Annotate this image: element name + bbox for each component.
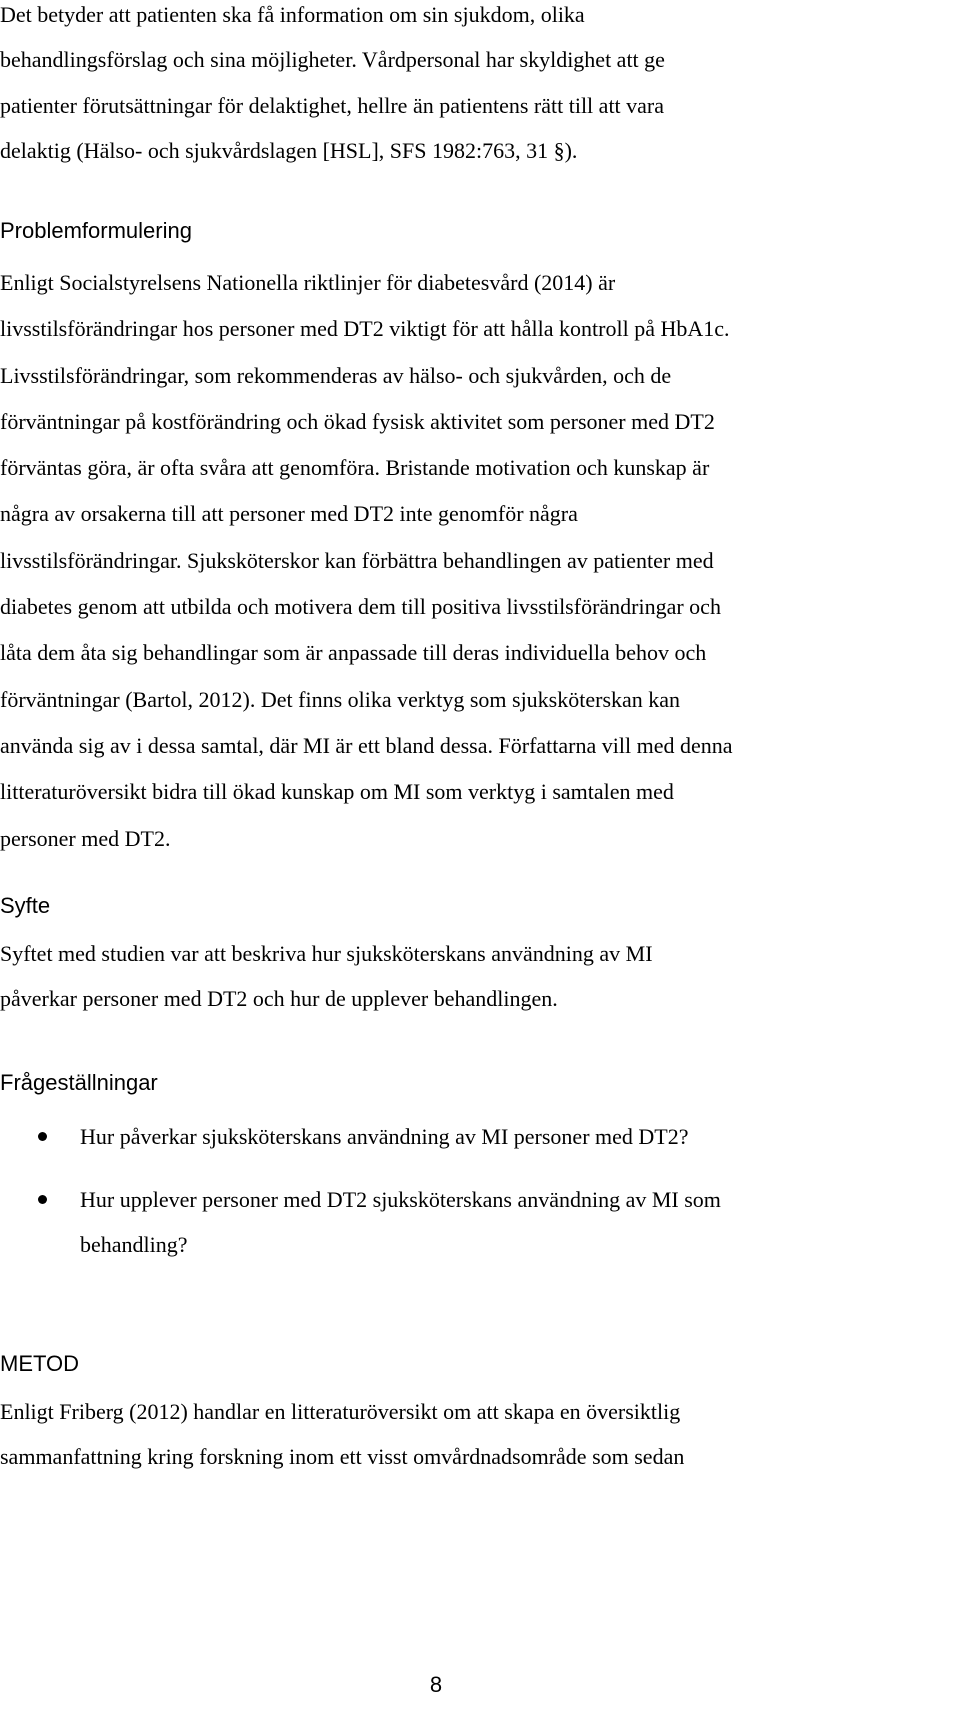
bullet-icon [38,1132,47,1141]
text-line: delaktig (Hälso- och sjukvårdslagen [HSL], SFS 1982:763, 31 §). [0,138,578,164]
text-line: personer med DT2. [0,825,171,851]
text-line: Det betyder att patienten ska få information om sin sjukdom, olika [0,2,585,27]
text-line: diabetes genom att utbilda och motivera dem till positiva livsstilsförändringar och [0,594,721,620]
problem-heading: Problemformulering [0,218,192,243]
method-paragraph [0,1390,958,1479]
text-line: använda sig av i dessa samtal, där MI är ett bland dessa. Författarna vill med denna [0,732,733,758]
text-line: livsstilsförändringar hos personer med DT2 viktigt för att hålla kontroll på HbA1c. [0,316,730,342]
method-heading: METOD [0,1351,80,1376]
list-item-text [80,1183,721,1273]
text-line: livsstilsförändringar. Sjuksköterskor kan förbättra behandlingen av patienter med [0,547,714,573]
page-number: 8 [429,1672,443,1697]
problem-paragraph [0,260,958,862]
text-line: Hur påverkar sjuksköterskans användning av MI personer med DT2? [80,1124,689,1149]
list-item-text [80,1120,689,1165]
text-line: behandlingsförslag och sina möjligheter. Vårdpersonal har skyldighet att ge [0,47,665,73]
text-line: patienter förutsättningar för delaktighet, hellre än patientens rätt till att vara [0,92,665,118]
text-line: Syftet med studien var att beskriva hur sjuksköterskans användning av MI [0,941,653,966]
text-line: förväntningar (Bartol, 2012). Det finns olika verktyg som sjuksköterskan kan [0,686,681,712]
aim-heading: Syfte [0,893,51,918]
intro-paragraph [0,0,958,174]
text-line: förväntas göra, är ofta svåra att genomföra. Bristande motivation och kunskap är [0,455,710,481]
text-line: Enligt Socialstyrelsens Nationella riktlinjer för diabetesvård (2014) är [0,270,616,295]
bullet-icon [38,1195,47,1204]
text-line: Enligt Friberg (2012) handlar en litteraturöversikt om att skapa en översiktlig [0,1399,681,1424]
text-line: låta dem åta sig behandlingar som är anpassade till deras individuella behov och [0,640,707,666]
questions-heading: Frågeställningar [0,1070,158,1095]
text-line: sammanfattning kring forskning inom ett visst omvårdnadsområde som sedan [0,1443,685,1469]
text-line: behandling? [80,1232,188,1257]
text-line: några av orsakerna till att personer med DT2 inte genomför några [0,501,578,527]
text-line: påverkar personer med DT2 och hur de upplever behandlingen. [0,985,558,1011]
text-line: förväntningar på kostförändring och ökad fysisk aktivitet som personer med DT2 [0,408,715,434]
aim-paragraph [0,932,958,1021]
text-line: Hur upplever personer med DT2 sjuksköterskans användning av MI som [80,1187,721,1212]
text-line: Livsstilsförändringar, som rekommenderas av hälso- och sjukvården, och de [0,362,672,388]
text-line: litteraturöversikt bidra till ökad kunskap om MI som verktyg i samtalen med [0,779,674,805]
